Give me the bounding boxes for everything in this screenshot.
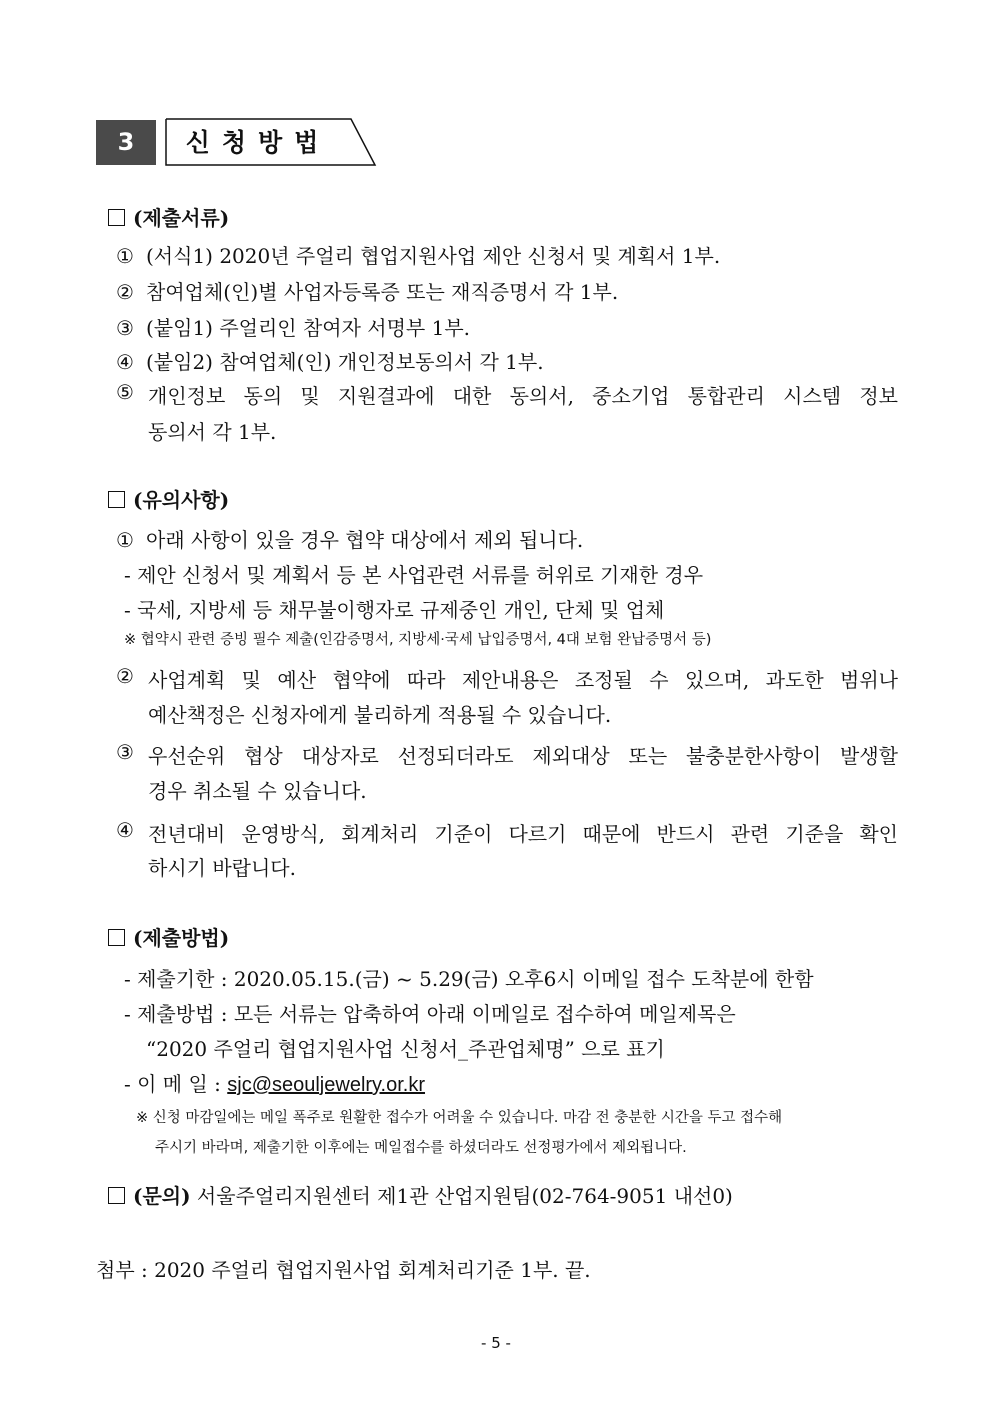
attachment-line: 첨부 : 2020 주얼리 협업지원사업 회계처리기준 1부. 끝.: [96, 1258, 591, 1282]
email-link[interactable]: sjc@seouljewelry.or.kr: [227, 1074, 426, 1096]
submit-method: - 제출방법 : 모든 서류는 압축하여 아래 이메일로 접수하여 메일제목은: [124, 1002, 736, 1026]
notes-item-3: 우선순위 협상 대상자로 선정되더라도 제외대상 또는 불충분한사항이 발생할: [148, 744, 898, 768]
docs-item-5: 개인정보 동의 및 지원결과에 대한 동의서, 중소기업 통합관리 시스템 정보: [148, 384, 898, 408]
notes-item-2-num: ②: [116, 664, 134, 688]
submit-warning-2: 주시기 바라며, 제출기한 이후에는 메일접수를 하셨더라도 선정평가에서 제외됩니다.: [155, 1140, 687, 1156]
inquiry-text: 서울주얼리지원센터 제1관 산업지원팀(02-764-9051 내선0): [190, 1184, 733, 1208]
docs-item-5-num: ⑤: [116, 380, 134, 404]
page-number: - 5 -: [481, 1334, 511, 1352]
docs-item-2: ② 참여업체(인)별 사업자등록증 또는 재직증명서 각 1부.: [116, 280, 619, 304]
notes-item-3-num: ③: [116, 740, 134, 764]
notes-item-2: 사업계획 및 예산 협약에 따라 제안내용은 조정될 수 있으며, 과도한 범위나: [148, 668, 898, 692]
docs-item-5-cont: 동의서 각 1부.: [148, 420, 277, 444]
notes-item-4: 전년대비 운영방식, 회계처리 기준이 다르기 때문에 반드시 관련 기준을 확인: [148, 822, 898, 846]
checkbox-square-icon: [108, 929, 125, 946]
inquiry-heading: (문의): [133, 1184, 191, 1208]
notes-dash-1: - 제안 신청서 및 계획서 등 본 사업관련 서류를 허위로 기재한 경우: [124, 563, 704, 587]
checkbox-square-icon: [108, 209, 125, 226]
docs-item-1: ① (서식1) 2020년 주얼리 협업지원사업 제안 신청서 및 계획서 1부.: [116, 244, 721, 268]
submit-method-cont: “2020 주얼리 협업지원사업 신청서_주관업체명” 으로 표기: [146, 1037, 665, 1061]
section-number: 3: [96, 120, 156, 165]
notes-dash-2: - 국세, 지방세 등 채무불이행자로 규제중인 개인, 단체 및 업체: [124, 598, 665, 622]
notes-remark: ※ 협약시 관련 증빙 필수 제출(인감증명서, 지방세·국세 납입증명서, 4대 보험 완납증명서 등): [124, 632, 712, 648]
submit-deadline: - 제출기한 : 2020.05.15.(금) ~ 5.29(금) 오후6시 이메일 접수 도착분에 한함: [124, 967, 814, 991]
checkbox-square-icon: [108, 491, 125, 508]
inquiry-row: [108, 1180, 733, 1209]
notes-heading: (유의사항): [108, 484, 229, 513]
submit-warning-1: ※ 신청 마감일에는 메일 폭주로 원활한 접수가 어려울 수 있습니다. 마감 전 충분한 시간을 두고 접수해: [136, 1110, 783, 1126]
notes-item-2-cont: 예산책정은 신청자에게 불리하게 적용될 수 있습니다.: [148, 703, 612, 727]
email-label: - 이 메 일 :: [124, 1072, 228, 1096]
docs-heading: (제출서류): [108, 202, 229, 231]
notes-item-3-cont: 경우 취소될 수 있습니다.: [148, 779, 367, 803]
notes-item-1: ① 아래 사항이 있을 경우 협약 대상에서 제외 됩니다.: [116, 528, 584, 552]
docs-item-4: ④ (붙임2) 참여업체(인) 개인정보동의서 각 1부.: [116, 350, 544, 374]
checkbox-square-icon: [108, 1187, 125, 1204]
section-title: 신청방법: [185, 128, 331, 157]
submit-email-row: [124, 1068, 425, 1097]
notes-item-4-num: ④: [116, 818, 134, 842]
submit-heading: (제출방법): [108, 922, 229, 951]
notes-item-4-cont: 하시기 바랍니다.: [148, 856, 296, 880]
docs-item-3: ③ (붙임1) 주얼리인 참여자 서명부 1부.: [116, 316, 471, 340]
